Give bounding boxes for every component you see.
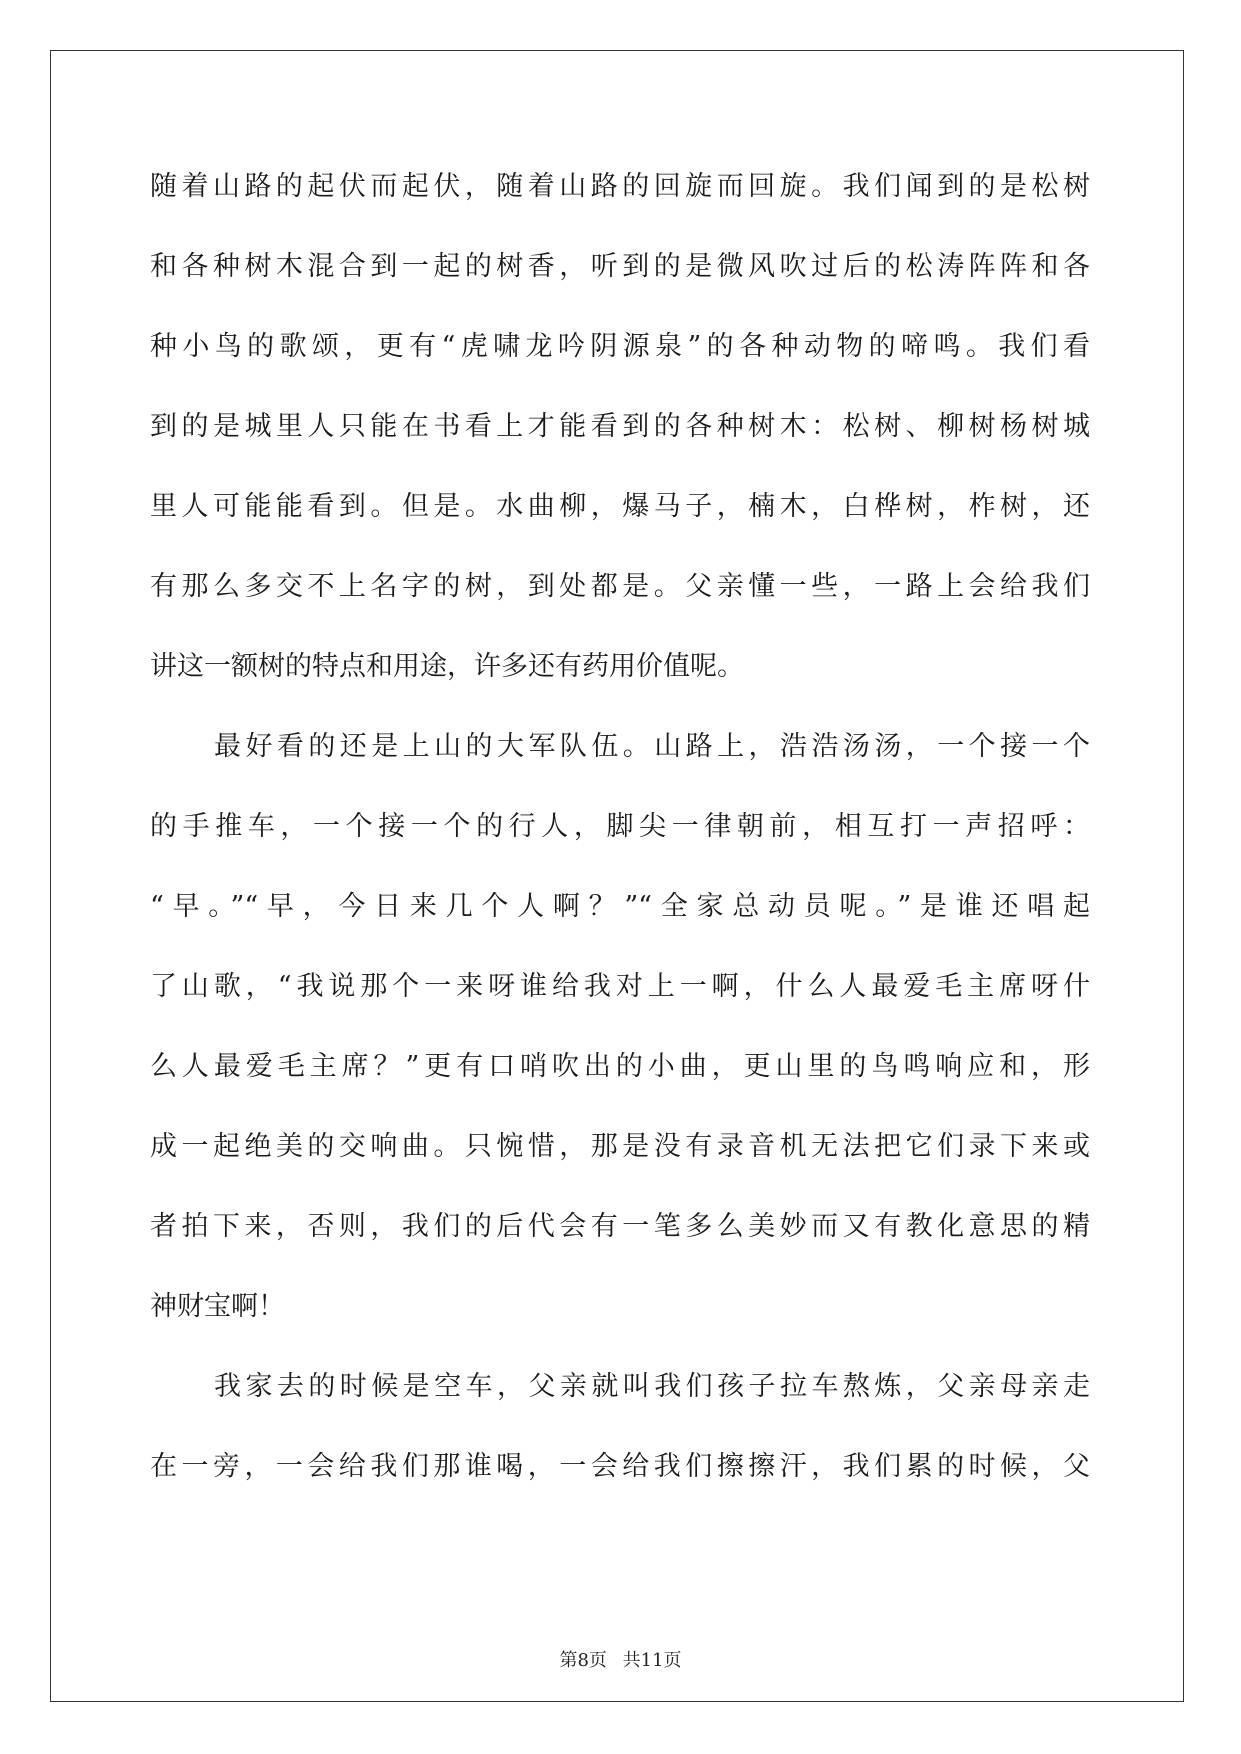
- text-line: 讲这一额树的特点和用途，许多还有药用价值呢。: [150, 651, 744, 682]
- text-line: 到的是城里人只能在书看上才能看到的各种树木：松树、柳树杨树城: [150, 411, 1090, 442]
- page-total: 共11页: [622, 1650, 682, 1671]
- text-line: 么人最爱毛主席？”更有口哨吹出的小曲，更山里的鸟鸣响应和，形: [150, 1051, 1090, 1082]
- paragraph-first-line: 我家去的时候是空车，父亲就叫我们孩子拉车熬炼，父亲母亲走: [214, 1371, 1090, 1402]
- text-line: 随着山路的起伏而起伏，随着山路的回旋而回旋。我们闻到的是松树: [150, 171, 1090, 202]
- paragraph-first-line: 最好看的还是上山的大军队伍。山路上，浩浩汤汤，一个接一个: [214, 731, 1090, 762]
- page-number: 第8页: [559, 1650, 607, 1671]
- text-line: 了山歌，“我说那个一来呀谁给我对上一啊，什么人最爱毛主席呀什: [150, 971, 1090, 1002]
- text-line: 有那么多交不上名字的树，到处都是。父亲懂一些，一路上会给我们: [150, 571, 1090, 602]
- text-line: 里人可能能看到。但是。水曲柳，爆马子，楠木，白桦树，柞树，还: [150, 491, 1090, 522]
- text-line: 神财宝啊！: [150, 1291, 285, 1322]
- text-line: “早。”“早，今日来几个人啊？”“全家总动员呢。”是谁还唱起: [150, 891, 1090, 922]
- text-line: 和各种树木混合到一起的树香，听到的是微风吹过后的松涛阵阵和各: [150, 251, 1090, 282]
- text-line: 者拍下来，否则，我们的后代会有一笔多么美妙而又有教化意思的精: [150, 1211, 1090, 1242]
- text-line: 种小鸟的歌颂，更有“虎啸龙吟阴源泉”的各种动物的啼鸣。我们看: [150, 331, 1090, 362]
- text-line: 成一起绝美的交响曲。只惋惜，那是没有录音机无法把它们录下来或: [150, 1131, 1090, 1162]
- text-line: 的手推车，一个接一个的行人，脚尖一律朝前，相互打一声招呼：: [150, 811, 1090, 842]
- text-line: 在一旁，一会给我们那谁喝，一会给我们擦擦汗，我们累的时候，父: [150, 1451, 1090, 1482]
- page-footer: [0, 1650, 1241, 1672]
